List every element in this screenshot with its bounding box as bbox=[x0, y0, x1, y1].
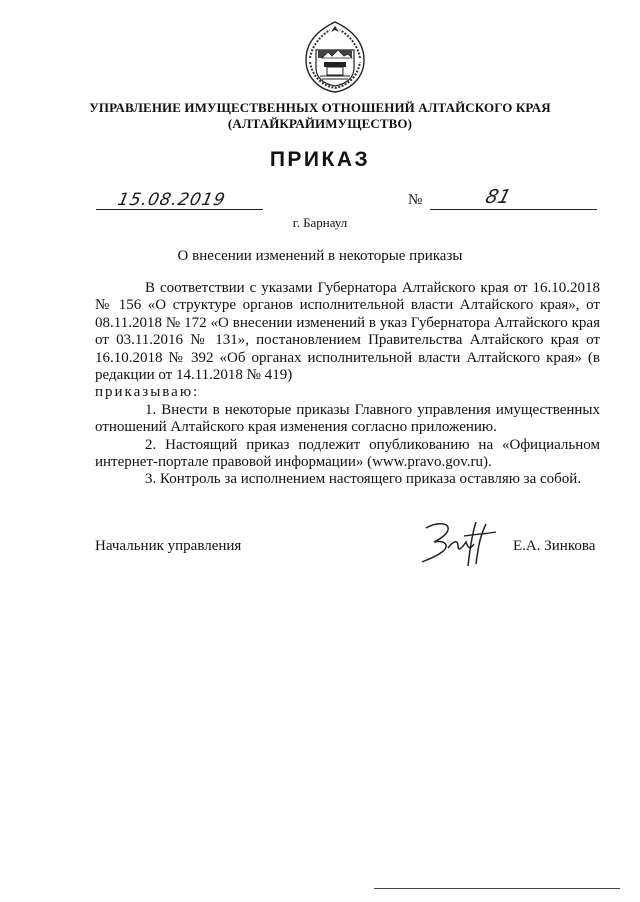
organization-name: УПРАВЛЕНИЕ ИМУЩЕСТВЕННЫХ ОТНОШЕНИЙ АЛТАЙСКОГО КРАЯ bbox=[89, 100, 551, 115]
preamble-paragraph: В соответствии с указами Губернатора Алтайского края от 16.10.2018 № 156 «О структуре органов исполнительной власти Алтайского края», от 08.11.2018 № 172 «О внесении изменений в указ Губернатора Алтайского края от 03.11.2016 № 131», постановлением Правительства Алтайского края от 16.10.2018 № 392 «Об органах исполнительной власти Алтайского края» (в редакции от 14.11.2018 № 419) bbox=[95, 280, 600, 384]
order-item-3: 3. Контроль за исполнением настоящего приказа оставляю за собой. bbox=[145, 471, 582, 488]
document-title: ПРИКАЗ bbox=[269, 148, 371, 171]
handwritten-signature-icon bbox=[420, 518, 498, 568]
footer-line bbox=[374, 888, 620, 889]
order-item-1: 1. Внести в некоторые приказы Главного управления имущественных отношений Алтайского края изменения согласно приложению. bbox=[95, 401, 600, 436]
orders-word: приказываю: bbox=[95, 384, 200, 401]
document-body bbox=[95, 280, 600, 489]
document-date: 15.08.2019 bbox=[115, 190, 228, 210]
document-city: г. Барнаул bbox=[292, 215, 348, 230]
organization-short-name: (АЛТАЙКРАЙИМУЩЕСТВО) bbox=[227, 116, 413, 131]
document-subject: О внесении изменений в некоторые приказы bbox=[177, 248, 463, 264]
number-label: № bbox=[408, 192, 423, 208]
signer-name: Е.А. Зинкова bbox=[513, 538, 596, 554]
signer-position: Начальник управления bbox=[95, 538, 242, 554]
coat-of-arms-icon bbox=[302, 20, 368, 94]
order-item-2: 2. Настоящий приказ подлежит опубликованию на «Официальном интернет-портале правовой информации» (www.pravo.gov.ru). bbox=[95, 436, 600, 471]
date-underline bbox=[96, 209, 263, 210]
number-underline bbox=[430, 209, 597, 210]
document-number: 81 bbox=[483, 186, 514, 208]
